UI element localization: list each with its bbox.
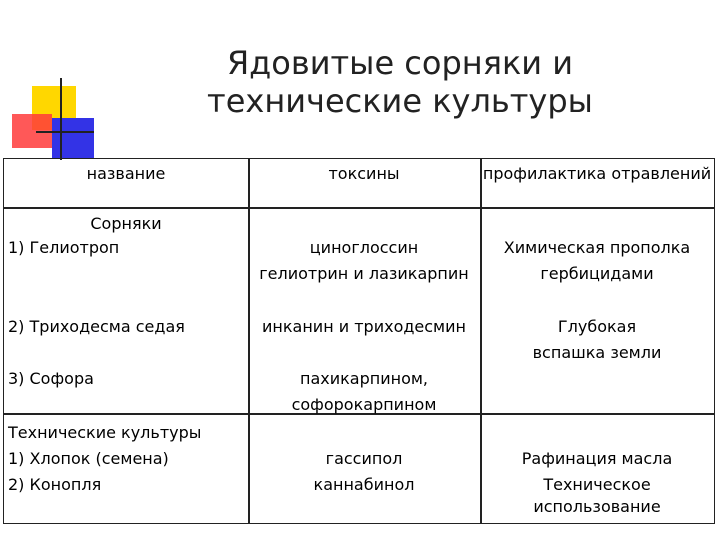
- cell-prevention-text: использование: [533, 497, 661, 516]
- data-table: [3, 158, 715, 524]
- header-separator: [4, 207, 714, 209]
- cell-name-text: Технические культуры: [8, 423, 202, 442]
- decor-blue-square: [52, 118, 94, 158]
- title-line-1: Ядовитые сорняки и: [226, 44, 574, 82]
- cell-prevention-text: Химическая прополка: [503, 238, 691, 257]
- cell-toxins-text: гассипол: [325, 449, 403, 468]
- cell-name-text: 1) Хлопок (семена): [8, 449, 169, 468]
- header-prevention: профилактика отравлений: [482, 164, 712, 183]
- cell-name-text: 3) Софора: [8, 369, 94, 388]
- cell-toxins-text: циноглоссин: [309, 238, 419, 257]
- cell-prevention-text: Глубокая: [557, 317, 637, 336]
- cell-name-text: 1) Гелиотроп: [8, 238, 120, 257]
- cell-toxins-text: пахикарпином,: [299, 369, 429, 388]
- decor-horizontal-line: [36, 131, 94, 133]
- header-toxins: токсины: [328, 164, 400, 183]
- title-line-2: технические культуры: [207, 82, 593, 120]
- cell-toxins-text: гелиотрин и лазикарпин: [259, 264, 469, 283]
- cell-name-text: 2) Триходесма седая: [8, 317, 185, 336]
- cell-name-text: 2) Конопля: [8, 475, 102, 494]
- cell-toxins-text: инканин и триходесмин: [262, 317, 466, 336]
- cell-name-text: Сорняки: [90, 214, 162, 233]
- cell-prevention-text: Рафинация масла: [521, 449, 673, 468]
- decor-vertical-line: [60, 78, 62, 160]
- cell-prevention-text: гербицидами: [540, 264, 654, 283]
- cell-toxins-text: каннабинол: [313, 475, 415, 494]
- cell-prevention-text: вспашка земли: [532, 343, 662, 362]
- header-name: название: [86, 164, 166, 183]
- cell-prevention-text: Техническое: [543, 475, 651, 494]
- cell-toxins-text: софорокарпином: [291, 395, 437, 414]
- slide-title: [180, 44, 620, 120]
